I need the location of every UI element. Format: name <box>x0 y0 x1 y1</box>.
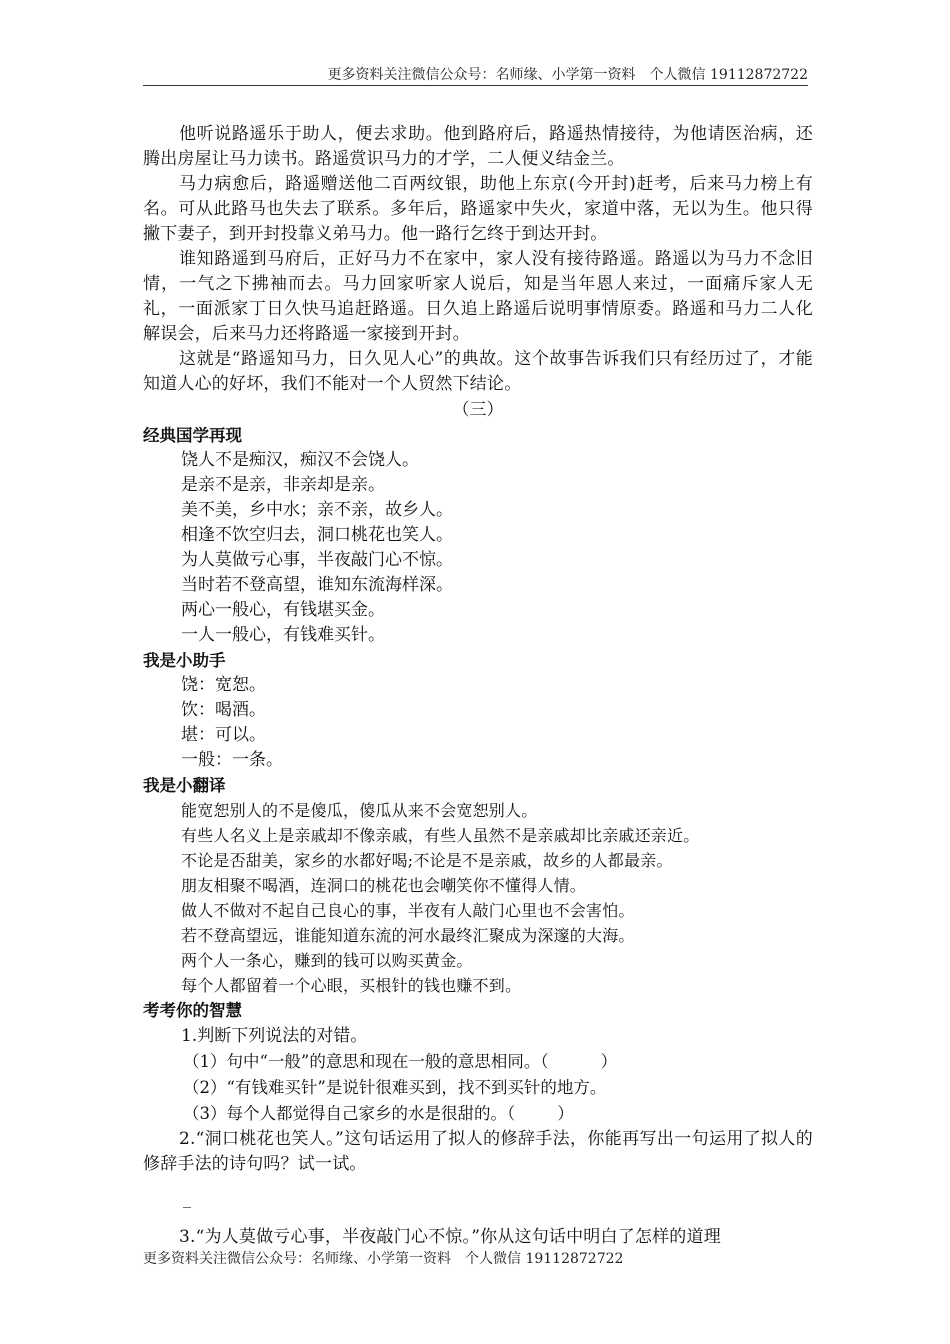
classic-line: 两心一般心，有钱堪买金。 <box>181 600 385 620</box>
quiz-item-close: ） <box>557 1104 574 1123</box>
helper-line: 饶：宽恕。 <box>181 675 266 695</box>
quiz-question-1: 1.判断下列说法的对错。 <box>181 1026 368 1046</box>
quiz-item-1 <box>143 1049 813 1075</box>
page-content <box>143 122 813 1250</box>
classic-line: 美不美，乡中水；亲不亲，故乡人。 <box>181 500 453 520</box>
translation-line: 能宽恕别人的不是傻瓜，傻瓜从来不会宽恕别人。 <box>181 801 538 820</box>
translation-line: 两个人一条心，赚到的钱可以购买黄金。 <box>181 951 473 970</box>
classic-line: 一人一般心，有钱难买针。 <box>181 625 385 645</box>
classic-heading: 经典国学再现 <box>143 426 242 445</box>
story-paragraph: 他听说路遥乐于助人，便去求助。他到路府后，路遥热情接待，为他请医治病，还腾出房屋让马力读书。路遥赏识马力的才学，二人便义结金兰。 <box>143 124 813 169</box>
classic-line: 饶人不是痴汉，痴汉不会饶人。 <box>181 450 419 470</box>
translation-line: 做人不做对不起自己良心的事，半夜有人敲门心里也不会害怕。 <box>181 901 635 920</box>
quiz-heading: 考考你的智慧 <box>143 1001 242 1020</box>
translation-line: 不论是否甜美，家乡的水都好喝;不论是不是亲戚，故乡的人都最亲。 <box>181 851 673 870</box>
answer-line[interactable]: _ <box>183 1189 191 1208</box>
page-header: 更多资料关注微信公众号：名师缘、小学第一资料 个人微信 19112872722 <box>327 67 808 83</box>
helper-line: 一般：一条。 <box>181 750 283 770</box>
translation-line: 若不登高望远，谁能知道东流的河水最终汇聚成为深邃的大海。 <box>181 926 635 945</box>
quiz-item-2 <box>143 1075 813 1101</box>
helper-heading: 我是小助手 <box>143 651 226 670</box>
quiz-item-text: （1）句中“一般”的意思和现在一般的意思相同。（ <box>183 1052 549 1071</box>
translation-line: 朋友相聚不喝酒，连洞口的桃花也会嘲笑你不懂得人情。 <box>181 876 587 895</box>
classic-line: 当时若不登高望，谁知东流海样深。 <box>181 575 453 595</box>
classic-line: 为人莫做亏心事，半夜敲门心不惊。 <box>181 550 453 570</box>
classic-line: 是亲不是亲，非亲却是亲。 <box>181 475 385 495</box>
section-number: （三） <box>452 400 504 420</box>
quiz-item-text: （3）每个人都觉得自己家乡的水是很甜的。（ <box>183 1104 516 1123</box>
quiz-item-text: （2）“有钱难买针”是说针很难买到，找不到买针的地方。 <box>183 1078 607 1097</box>
page-footer: 更多资料关注微信公众号：名师缘、小学第一资料 个人微信 19112872722 <box>143 1251 624 1267</box>
story-paragraph: 这就是“路遥知马力，日久见人心”的典故。这个故事告诉我们只有经历过了，才能知道人心的好坏，我们不能对一个人贸然下结论。 <box>143 349 813 394</box>
quiz-question-3: 3.“为人莫做亏心事，半夜敲门心不惊。”你从这句话中明白了怎样的道理 <box>179 1227 721 1247</box>
translation-line: 每个人都留着一个心眼，买根针的钱也赚不到。 <box>181 976 522 995</box>
helper-line: 饮：喝酒。 <box>181 700 266 720</box>
helper-line: 堪：可以。 <box>181 725 266 745</box>
translator-heading: 我是小翻译 <box>143 776 226 795</box>
quiz-item-close: ） <box>600 1052 618 1071</box>
translation-line: 有些人名义上是亲戚却不像亲戚，有些人虽然不是亲戚却比亲戚还亲近。 <box>181 826 700 845</box>
quiz-item-3 <box>143 1101 813 1127</box>
story-paragraph: 谁知路遥到马府后，正好马力不在家中，家人没有接待路遥。路遥以为马力不念旧情，一气之下拂袖而去。马力回家听家人说后，知是当年恩人来过，一面痛斥家人无礼，一面派家丁日久快马追赶路遥。日久追上路遥后说明事情原委。路遥和马力二人化解误会，后来马力还将路遥一家接到开封。 <box>143 249 813 344</box>
classic-line: 相逢不饮空归去，洞口桃花也笑人。 <box>181 525 453 545</box>
story-paragraph: 马力病愈后，路遥赠送他二百两纹银，助他上东京(今开封)赶考，后来马力榜上有名。可从此路马也失去了联系。多年后，路遥家中失火，家道中落，无以为生。他只得撇下妻子，到开封投靠义弟马力。他一路行乞终于到达开封。 <box>143 174 813 244</box>
quiz-question-2: 2.“洞口桃花也笑人。”这句话运用了拟人的修辞手法，你能再写出一句运用了拟人的修辞手法的诗句吗？试一试。 <box>143 1129 813 1174</box>
header-divider <box>143 85 808 86</box>
